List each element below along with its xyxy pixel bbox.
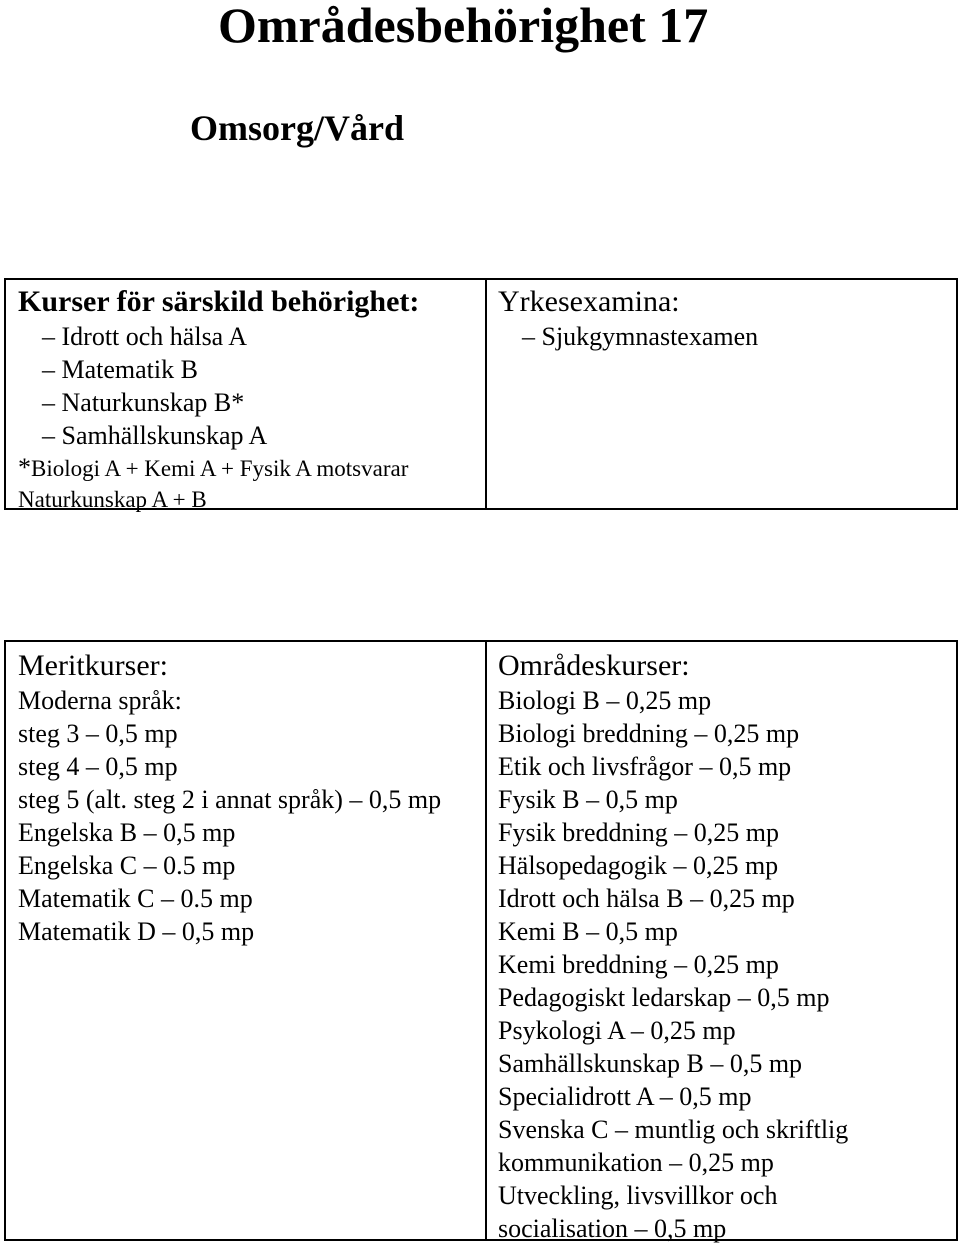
merit-course-item: Matematik C – 0.5 mp: [18, 884, 253, 913]
area-course-item: Fysik B – 0,5 mp: [498, 785, 678, 814]
special-requirement-item: – Samhällskunskap A: [42, 421, 268, 450]
area-course-item: Svenska C – muntlig och skriftlig kommunikation – 0,25 mp: [498, 1115, 849, 1177]
area-course-item: Pedagogiskt ledarskap – 0,5 mp: [498, 983, 830, 1012]
area-course-item: Fysik breddning – 0,25 mp: [498, 818, 779, 847]
merit-course-item: Engelska C – 0.5 mp: [18, 851, 236, 880]
special-requirements-note: [18, 452, 478, 484]
area-course-item: Samhällskunskap B – 0,5 mp: [498, 1049, 803, 1078]
area-course-item: Utveckling, livsvillkor och socialisation – 0,5 mp: [498, 1181, 778, 1243]
area-course-item: Biologi B – 0,25 mp: [498, 686, 712, 715]
area-course-item: Specialidrott A – 0,5 mp: [498, 1082, 752, 1111]
special-requirements-cell: [18, 280, 478, 515]
page-title: Områdesbehörighet 17: [218, 0, 709, 53]
special-requirements-heading: Kurser för särskild behörighet:: [18, 285, 420, 318]
special-requirement-item: – Matematik B: [42, 355, 198, 384]
area-courses-heading: Områdeskurser:: [498, 649, 690, 682]
requirements-table: [4, 278, 958, 510]
column-divider: [485, 642, 487, 1239]
area-course-item: Kemi breddning – 0,25 mp: [498, 950, 779, 979]
area-course-item: Etik och livsfrågor – 0,5 mp: [498, 752, 792, 781]
special-requirement-item: – Idrott och hälsa A: [42, 322, 248, 351]
column-divider: [485, 280, 487, 508]
merit-courses-heading: Meritkurser:: [18, 649, 168, 682]
merit-courses-cell: [18, 642, 478, 948]
merit-course-item: steg 5 (alt. steg 2 i annat språk) – 0,5 mp: [18, 785, 442, 814]
merit-course-item: Moderna språk:: [18, 686, 182, 715]
vocational-degrees-heading: Yrkesexamina:: [498, 285, 680, 318]
courses-table: [4, 640, 958, 1241]
page-subtitle: Omsorg/Vård: [190, 108, 404, 148]
area-courses-cell: [498, 642, 953, 1245]
area-course-item: Idrott och hälsa B – 0,25 mp: [498, 884, 795, 913]
area-course-item: Hälsopedagogik – 0,25 mp: [498, 851, 779, 880]
vocational-degree-item: – Sjukgymnastexamen: [522, 322, 759, 351]
special-requirement-item: – Naturkunskap B*: [42, 388, 245, 417]
note-line-1: Biologi A + Kemi A + Fysik A motsvarar: [31, 456, 409, 481]
note-line-2: Naturkunskap A + B: [18, 487, 207, 512]
note-asterisk: *: [18, 453, 31, 482]
area-course-item: Psykologi A – 0,25 mp: [498, 1016, 736, 1045]
merit-course-item: Matematik D – 0,5 mp: [18, 917, 255, 946]
area-course-item: Biologi breddning – 0,25 mp: [498, 719, 800, 748]
vocational-degrees-cell: [498, 280, 953, 353]
merit-course-item: steg 4 – 0,5 mp: [18, 752, 178, 781]
area-course-item: Kemi B – 0,5 mp: [498, 917, 678, 946]
merit-course-item: Engelska B – 0,5 mp: [18, 818, 236, 847]
merit-course-item: steg 3 – 0,5 mp: [18, 719, 178, 748]
